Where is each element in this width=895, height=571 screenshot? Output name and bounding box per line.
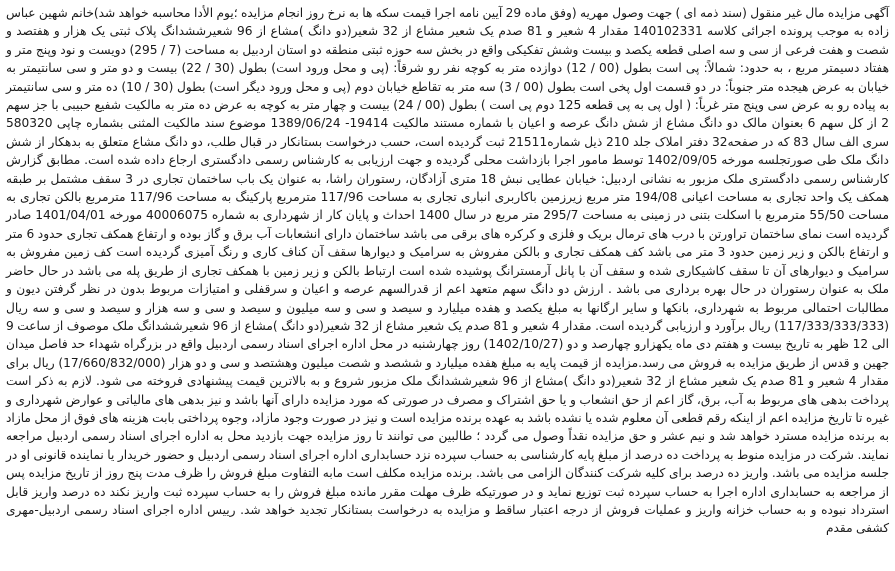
- auction-notice-text: آگهی مزایده مال غیر منقول (سند ذمه ای ) جهت وصول مهریه (وفق ماده 29 آیین نامه اجرا قیمت سکه ها به نرخ روز انجام مزایده ؛یوم الأدا محاسبه خواهد شد)خانم شهین عباس زاده به موجب پرونده اجرائی کلاسه 140102331 مقدار 4 شعیر و 81 صدم یک شعیر مشاع از 32 شعیر(دو دانگ )مشاع از 96 شعیرششدانگ پلاک ثبتی یک هزار و هفتصد و شصت و هفت فرعی از سی و سه اصلی قطعه یکصد و بیست وشش تفکیکی واقع در بخش سه حوزه ثبتی منطقه دو استان اردبیل به مساحت (7 / 295) دویست و نود وپنج متر و هفتاد دسیمتر مربع ، به حدود: شمالاً: پی است بطول (00 / 12) دوازده متر به کوچه نفر رو شرقاً: (پی و محل ورود است) بطول (30 / 22) بیست و دو متر و سی سانتیمتر به خیابان به عرض هیجده متر جنوباً: در دو قسمت اول پخی است بطول (00 / 3) سه متر به تقاطع خیابان دوم (پی و محل ورود دیگر است) بطول (30 / 10) ده متر و سی سانتیمتر به پیاده رو به عرض سی وپنج متر غرباً: ( اول پی به پی قطعه 125 دوم پی است ) بطول (00 / 24) بیست و چهار متر به کوچه به عرض ده متر به مالکیت شفیع حبیبی با جز سهم 2 از کل سهم 6 بعنوان مالک دو دانگ مشاع از شش دانگ عرصه و اعیان با شماره مستند مالکیت 19414- 1389/06/24 موضوع سند مالکیت المثنی بشماره چاپی 580320 سری الف سال 83 که در صفحه32 دفتر املاک جلد 210 ذیل شماره21511 ثبت گردیده است، حسب درخواست بستانکار در قبال طلب، دو دانگ مشاع متعلق به بدهکار از شش دانگ ملک طی صورتجلسه مورخه 1402/09/05 توسط مامور اجرا بازداشت محلی گردیده و جهت ارزیابی به کارشناس رسمی دادگستری ارجاع داده شده است. مطابق گزارش کارشناس رسمی دادگستری ملک مزبور به نشانی اردبیل: خیابان عطایی نبش 18 متری آزادگان، رستوران راشا، به عنوان یک باب ساختمان تجاری در 3 سقف مشتمل بر طبقه همکف یک واحد تجاری به مساحت اعیانی 194/08 متر مربع زیرزمین باکاربری انباری تجاری به مساحت 117/96 مترمربع پارکینگ به مساحت 117/96 مترمربع بالکن تجاری به مساحت 55/50 مترمربع با اسکلت بتنی در زمینی به مساحت 295/7 متر مربع در سال 1400 احداث و پایان کار از شهرداری به شماره 40006075 مورخه 1401/04/01 صادر گردیده است نمای ساختمان تراورتن با درب های ترمال بریک و فلزی و کرکره های برقی می باشد ساختمان دارای انشعابات آب برق و گاز بوده و ارتفاع همکف تجاری حدود 6 متر و ارتفاع بالکن و زیر زمین حدود 3 متر می باشد کف همکف تجاری و بالکن مفروش به سرامیک و دیوارها سقف آن کناف کاری و رنگ آمیزی گردیده است کف زمین مفروش به سرامیک و دیوارهای آن تا سقف کاشیکاری شده و سقف آن با پانل آرمسترانگ پوشیده شده است ارتباط بالکن و زیر زمین با همکف تجاری از طریق پله می باشد در حال حاضر ملک به عنوان رستوران در حال بهره برداری می باشد . ارزش دو دانگ سهم متعهد اعم از قدرالسهم عرصه و اعیان و سرقفلی و امتیازات مربوط بدون در نظر گرفتن دیون و مطالبات احتمالی مربوط به شهرداری، بانکها و سایر ارگانها به مبلغ یکصد و هفده میلیارد و سیصد و سی و سه میلیون و سیصد و سی و سه هزار و سیصد و سی و سه ریال (117/333/333/333) ریال برآورد و ارزیابی گردیده است. مقدار 4 شعیر و 81 صدم یک شعیر مشاع از 32 شعیر(دو دانگ )مشاع از 96 شعیرششدانگ ملک موصوف از ساعت 9 الی 12 ظهر به تاریخ بیست و هفتم دی ماه یکهزارو چهارصد و دو (1402/10/27) روز چهارشنبه در محل اداره اجرای اسناد رسمی اردبیل واقع در بزرگراه شهداء حد فاصل میدان جهین و قدس از طریق مزایده به فروش می رسد.مزایده از قیمت پایه به مبلغ هفده میلیارد و ششصد و شصت میلیون وهشتصد و سی و دو هزار (17/660/832/000) ریال برای مقدار 4 شعیر و 81 صدم یک شعیر مشاع از 32 شعیر(دو دانگ )مشاع از 96 شعیرششدانگ ملک مزبور شروع و به بالاترین قیمت پیشنهادی فروخته می شود. لازم به ذکر است پرداخت بدهی های مربوط به آب، برق، گاز اعم از حق انشعاب و یا حق اشتراک و مصرف در صورتی که مورد مزایده دارای آنها باشد و نیز بدهی های مالیاتی و عوارض شهرداری و غیره تا تاریخ مزایده اعم از اینکه رقم قطعی آن معلوم شده یا نشده باشد به عهده برنده مزایده است و نیز در صورت وجود مازاد، وجوه پرداختی بابت هزینه های فوق از محل مازاد به برنده مزایده مسترد خواهد شد و نیم عشر و حق مزایده نقداً وصول می گردد ؛ طالبین می توانند تا روز مزایده جهت بازدید محل به اداره اجرای اسناد رسمی اردبیل مراجعه نمایند. شرکت در مزایده منوط به پرداخت ده درصد از مبلغ پایه کارشناسی به حساب سپرده نزد حسابداری اداره اجرای اسناد رسمی اردبیل و حضور خریدار یا نماینده قانونی او در جلسه مزایده می باشد. واریز ده درصد برای کلیه شرکت کنندگان الزامی می باشد. برنده مزایده مکلف است مابه التفاوت مبلغ فروش را ظرف مدت پنج روز از تاریخ مزایده پس از مراجعه به حسابداری اداره اجرا به حساب سپرده ثبت توزیع نماید و در صورتیکه ظرف مهلت مقرر مانده مبلغ فروش را به حساب سپرده ثبت واریز نکند ده درصد واریز قابل استرداد نبوده و به حساب خزانه واریز و عملیات فروش از درجه اعتبار ساقط و مزایده به درخواست بستانکار تجدید خواهد شد. رییس اداره اجرای اسناد رسمی اردبیل-مهری کشفی مقدم: [6, 6, 890, 536]
